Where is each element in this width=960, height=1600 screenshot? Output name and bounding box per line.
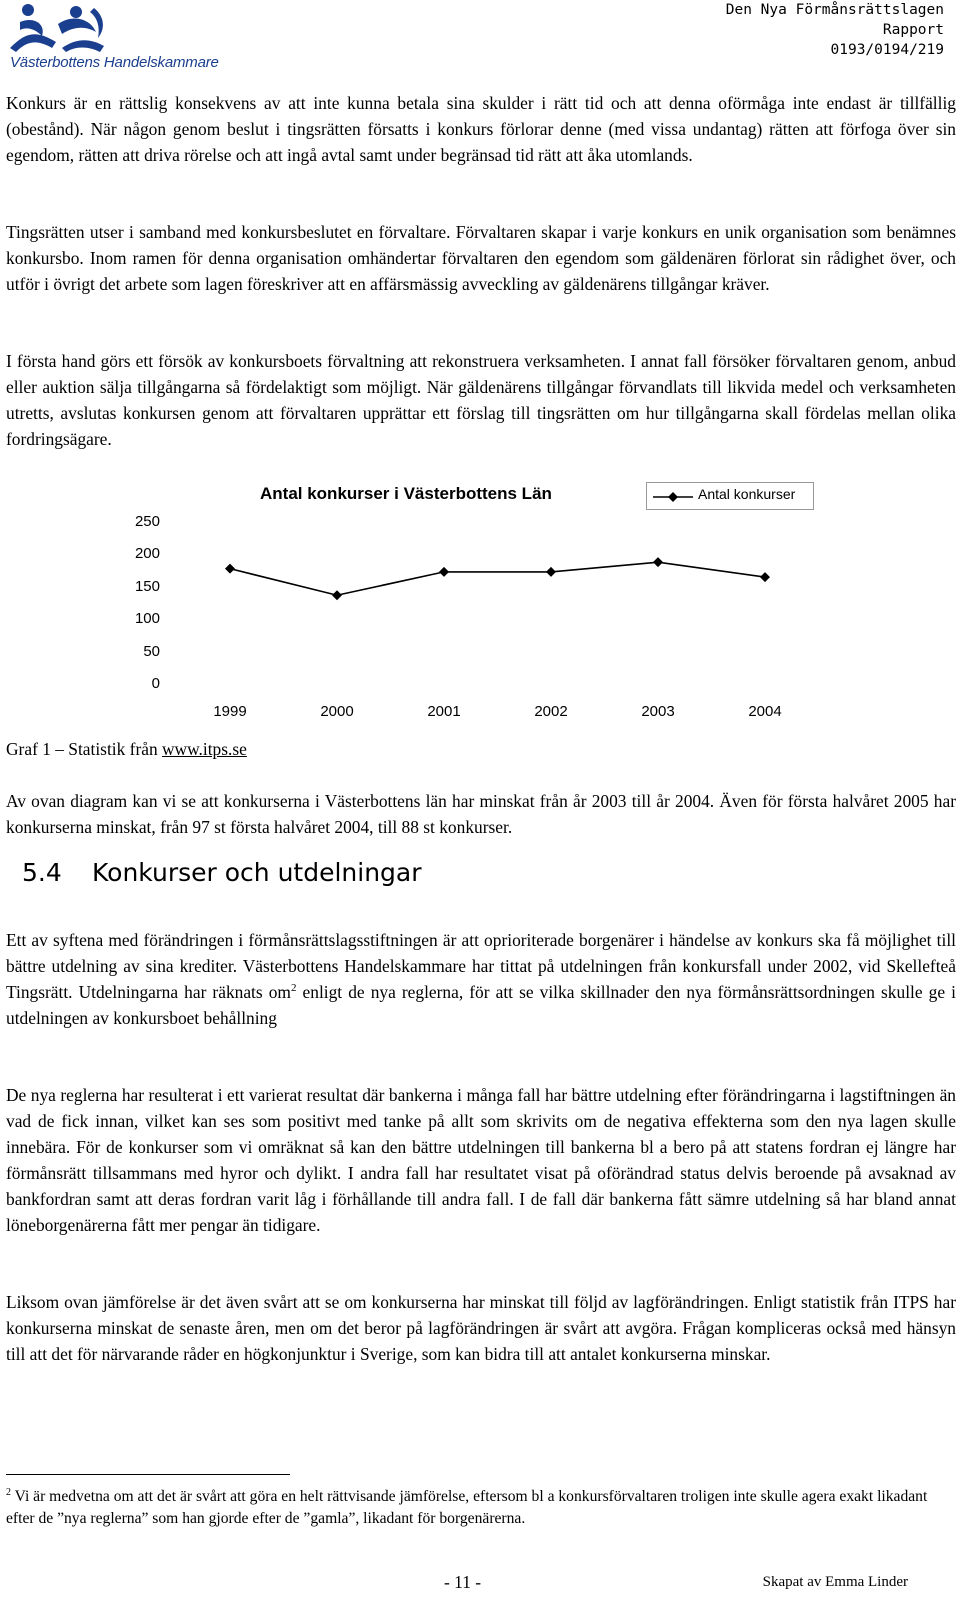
line-chart — [120, 484, 820, 744]
series-line — [230, 562, 765, 595]
section-title: Konkurser och utdelningar — [92, 858, 422, 887]
data-point — [225, 564, 235, 574]
x-tick-label: 2001 — [427, 703, 461, 720]
y-tick-label: 100 — [134, 610, 160, 628]
logo-text: Västerbottens Handelskammare — [10, 54, 219, 71]
caption-text: Graf 1 – Statistik från — [6, 739, 162, 759]
x-tick-label: 2002 — [534, 703, 568, 720]
y-tick-label: 150 — [134, 577, 160, 595]
paragraph-3: I första hand görs ett försök av konkursboets förvaltning att rekonstruera verksamheten. I annat fall försöker förvaltaren genom, anbud eller auktion sälja tillgångarna så fördelaktigt som möjligt. När gäldenärens tillgångar förvandlats till likvida medel och verksamheten utretts, avslutas konkursen genom att förvaltaren upprättar ett förslag till tingsrätten om hur tillgångarna skall fördelas mellan olika fordringsägare. — [6, 351, 956, 449]
itps-link[interactable]: www.itps.se — [162, 739, 247, 759]
doc-type: Rapport — [882, 22, 944, 38]
page-number: - 11 - — [444, 1572, 482, 1592]
y-tick-label: 200 — [134, 545, 160, 563]
data-point — [439, 567, 449, 577]
paragraph-1: Konkurs är en rättslig konsekvens av att inte kunna betala sina skulder i rätt tid och att denna oförmåga inte endast är tillfällig (obestånd). När någon genom beslut i tingsrätten försatts i konkurs förlorar denne (med vissa undantag) rätten att förfoga över sin egendom, rätten att driva rörelse och att ingå avtal samt under begränsad tid rätt att åka utomlands. — [6, 93, 956, 165]
footnote-mark: 2 — [6, 1487, 11, 1498]
chart-plot — [120, 484, 820, 744]
footnote — [6, 1486, 936, 1530]
section-heading — [22, 858, 422, 887]
legend-label: Antal konkurser — [698, 486, 796, 502]
logo — [6, 2, 246, 78]
y-tick-label: 0 — [151, 675, 160, 692]
data-point — [760, 572, 770, 582]
y-tick-label: 50 — [143, 642, 160, 660]
document-header — [726, 0, 944, 60]
x-tick-label: 2004 — [748, 703, 782, 720]
x-tick-label: 2000 — [320, 703, 354, 720]
footnote-text: Vi är medvetna om att det är svårt att göra en helt rättvisande jämförelse, eftersom bl a konkursförvaltaren troligen inte skulle agera exakt likadant efter de ”nya reglerna” som han gjorde efter de ”gamla”, likadant för borgenärerna. — [6, 1488, 928, 1527]
y-tick-label: 250 — [134, 513, 160, 530]
chart-caption — [6, 736, 247, 762]
paragraph-5-text-b: enligt de nya reglerna, för att se vilka skillnader den nya förmånsrättsordningen skulle ge i utdelningen av konkursboet behållning — [6, 982, 956, 1028]
paragraph-5-text-a: Ett av syftena med förändringen i förmånsrättslagsstiftningen är att oprioriterade borgenärer i händelse av konkurs ska få möjlighet till bättre utdelning av sina krediter. Västerbottens Handelskammare har tittat på utdelningen från konkursfall under 2002, vid Skellefteå Tingsrätt. Utdelningarna har räknats om — [6, 930, 956, 1002]
footnote-ref[interactable]: 2 — [290, 982, 297, 994]
data-point — [653, 557, 663, 567]
paragraph-6: De nya reglerna har resulterat i ett varierat resultat där bankerna i många fall har bättre utdelning efter förändringarna i lagstiftningen än vad de fick innan, vilket kan ses som positivt med tanke på allt som skrivits om de negativa effekterna som den nya lagen skulle innebära. För de konkurser som vi omräknat så kan den bättre utdelningen till bankerna bl a bero på att statens fordran ej längre har förmånsrätt tillsammans med hyror och dylikt. I andra fall har resultatet visat på oförändrad status delvis beroende på avsaknad av bankfordran samt att deras fordran varit låg i förhållande till andra fall. I de fall där bankerna fått sämre utdelning så har bland annat löneborgenärerna fått mer pengar än tidigare. — [6, 1085, 956, 1235]
footnote-separator — [6, 1474, 290, 1475]
paragraph-2: Tingsrätten utser i samband med konkursbeslutet en förvaltare. Förvaltaren skapar i varje konkurs en unik organisation som benämnes konkursbo. Inom ramen för denna organisation omhändertar förvaltaren den egendom som gäldenären förlorat sin rådighet över, och utför i övrigt det arbete som lagen föreskriver att en affärsmässig avveckling av gäldenärens tillgångar kräver. — [6, 222, 956, 294]
paragraph-4: Av ovan diagram kan vi se att konkurserna i Västerbottens län har minskat från år 2003 till år 2004. Även för första halvåret 2005 har konkurserna minskat, från 97 st första halvåret 2004, till 88 st konkurser. — [6, 791, 956, 837]
x-tick-label: 1999 — [213, 703, 247, 720]
doc-title: Den Nya Förmånsrättslagen — [725, 2, 944, 18]
x-tick-label: 2003 — [641, 703, 675, 720]
paragraph-7: Liksom ovan jämförelse är det även svårt att se om konkurserna har minskat till följd av lagförändringen. Enligt statistik från ITPS har konkurserna minskat de senaste åren, men om det beror på lagförändringen är svårt att avgöra. Frågan kompliceras också med hänsyn till att det för närvarande råder en högkonjunktur i Sverige, som kan bidra till att antalet konkurserna minskar. — [6, 1292, 956, 1364]
data-point — [332, 590, 342, 600]
doc-number: 0193/0194/219 — [830, 42, 944, 58]
handelskammare-logo-icon — [6, 2, 126, 54]
data-point — [546, 567, 556, 577]
section-number: 5.4 — [22, 858, 62, 887]
chart-title: Antal konkurser i Västerbottens Län — [260, 484, 552, 503]
paragraph-5 — [6, 927, 956, 1031]
author-credit: Skapat av Emma Linder — [762, 1574, 908, 1590]
